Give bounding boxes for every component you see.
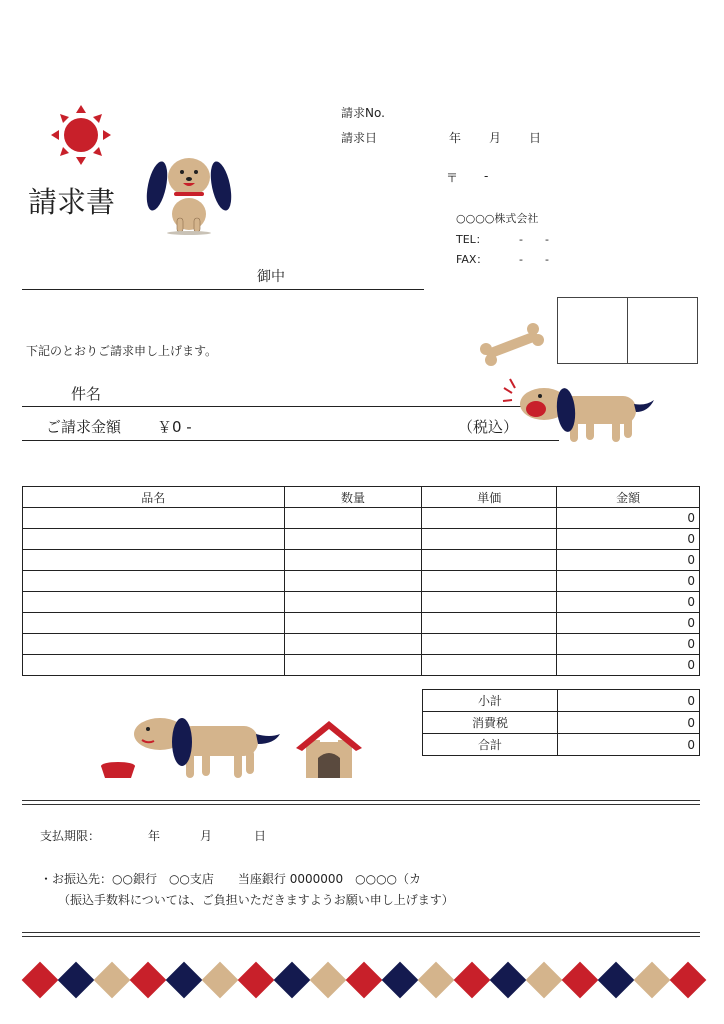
sitting-dog-icon [144, 152, 234, 236]
subtotal-value: 0 [558, 690, 700, 712]
unit-price-cell[interactable] [422, 550, 557, 571]
amount-cell[interactable]: 0 [557, 508, 700, 529]
item-name-cell[interactable] [23, 529, 285, 550]
quantity-cell[interactable] [284, 655, 422, 676]
item-name-cell[interactable] [23, 655, 285, 676]
header-quantity: 数量 [284, 487, 422, 508]
invoice-date-month: 月 [489, 131, 502, 145]
item-name-cell[interactable] [23, 550, 285, 571]
tax-value: 0 [558, 712, 700, 734]
postal-mark: 〒 [446, 171, 459, 185]
header-unit-price: 単価 [422, 487, 557, 508]
amount-cell[interactable]: 0 [557, 529, 700, 550]
diamond-border [0, 958, 724, 1002]
stamp-box [557, 297, 698, 364]
postal-dash: - [484, 169, 489, 183]
payment-deadline-day: 日 [254, 829, 267, 843]
unit-price-cell[interactable] [422, 592, 557, 613]
table-row [23, 655, 700, 676]
amount-line [22, 440, 559, 441]
unit-price-cell[interactable] [422, 529, 557, 550]
unit-price-cell[interactable] [422, 571, 557, 592]
table-row [23, 550, 700, 571]
total-value: 0 [558, 734, 700, 756]
totals-table [422, 689, 700, 756]
item-name-cell[interactable] [23, 592, 285, 613]
quantity-cell[interactable] [284, 529, 422, 550]
payment-deadline-year: 年 [148, 829, 161, 843]
divider-top [22, 800, 700, 805]
company-name: ○○○○株式会社 [456, 212, 539, 225]
quantity-cell[interactable] [284, 571, 422, 592]
table-header-row [23, 487, 700, 508]
recipient-line [22, 289, 424, 290]
request-message: 下記のとおりご請求申し上げます。 [26, 344, 218, 358]
subtotal-row [423, 690, 700, 712]
invoice-date-year: 年 [449, 131, 462, 145]
tel-label: TEL： [456, 233, 487, 246]
table-row [23, 592, 700, 613]
fax-label: FAX： [456, 253, 488, 266]
table-row [23, 529, 700, 550]
doghouse-icon [294, 718, 364, 780]
header-amount: 金額 [557, 487, 700, 508]
unit-price-cell[interactable] [422, 613, 557, 634]
tax-label: 消費税 [423, 712, 558, 734]
transfer-fee-note: （振込手数料については、ご負担いただきますようお願い申し上げます） [58, 893, 454, 907]
items-table [22, 486, 700, 676]
item-name-cell[interactable] [23, 508, 285, 529]
sun-icon [48, 103, 114, 167]
tel-value: - - [519, 233, 549, 246]
amount-cell[interactable]: 0 [557, 613, 700, 634]
header-item-name: 品名 [23, 487, 285, 508]
barking-dog-icon [500, 376, 658, 446]
unit-price-cell[interactable] [422, 634, 557, 655]
total-row [423, 734, 700, 756]
page-title: 請求書 [28, 185, 116, 219]
amount-cell[interactable]: 0 [557, 592, 700, 613]
amount-cell[interactable]: 0 [557, 571, 700, 592]
quantity-cell[interactable] [284, 613, 422, 634]
unit-price-cell[interactable] [422, 508, 557, 529]
unit-price-cell[interactable] [422, 655, 557, 676]
tax-row [423, 712, 700, 734]
subtotal-label: 小計 [423, 690, 558, 712]
quantity-cell[interactable] [284, 592, 422, 613]
amount-value: ￥0 - [157, 418, 192, 436]
amount-cell[interactable]: 0 [557, 634, 700, 655]
amount-cell[interactable]: 0 [557, 655, 700, 676]
payment-deadline-month: 月 [200, 829, 213, 843]
bank-transfer-info: ・お振込先：○○銀行 ○○支店 当座銀行 0000000 ○○○○（カ [40, 872, 422, 886]
bone-icon [478, 322, 546, 368]
table-row [23, 571, 700, 592]
quantity-cell[interactable] [284, 508, 422, 529]
quantity-cell[interactable] [284, 550, 422, 571]
item-name-cell[interactable] [23, 613, 285, 634]
tax-included-note: （税込） [458, 418, 519, 436]
subject-label: 件名 [71, 385, 102, 403]
item-name-cell[interactable] [23, 634, 285, 655]
subject-line [22, 406, 559, 407]
invoice-date-label: 請求日 [341, 131, 378, 145]
dog-bowl-icon [98, 760, 138, 780]
invoice-date-day: 日 [529, 131, 542, 145]
table-row [23, 508, 700, 529]
fax-value: - - [519, 253, 549, 266]
total-label: 合計 [423, 734, 558, 756]
table-row [23, 613, 700, 634]
invoice-no-label: 請求No. [341, 106, 385, 120]
quantity-cell[interactable] [284, 634, 422, 655]
amount-label: ご請求金額 [46, 418, 122, 436]
recipient-honorific: 御中 [257, 269, 285, 285]
table-row [23, 634, 700, 655]
amount-cell[interactable]: 0 [557, 550, 700, 571]
item-name-cell[interactable] [23, 571, 285, 592]
payment-deadline-label: 支払期限： [40, 829, 101, 843]
divider-bottom [22, 932, 700, 937]
